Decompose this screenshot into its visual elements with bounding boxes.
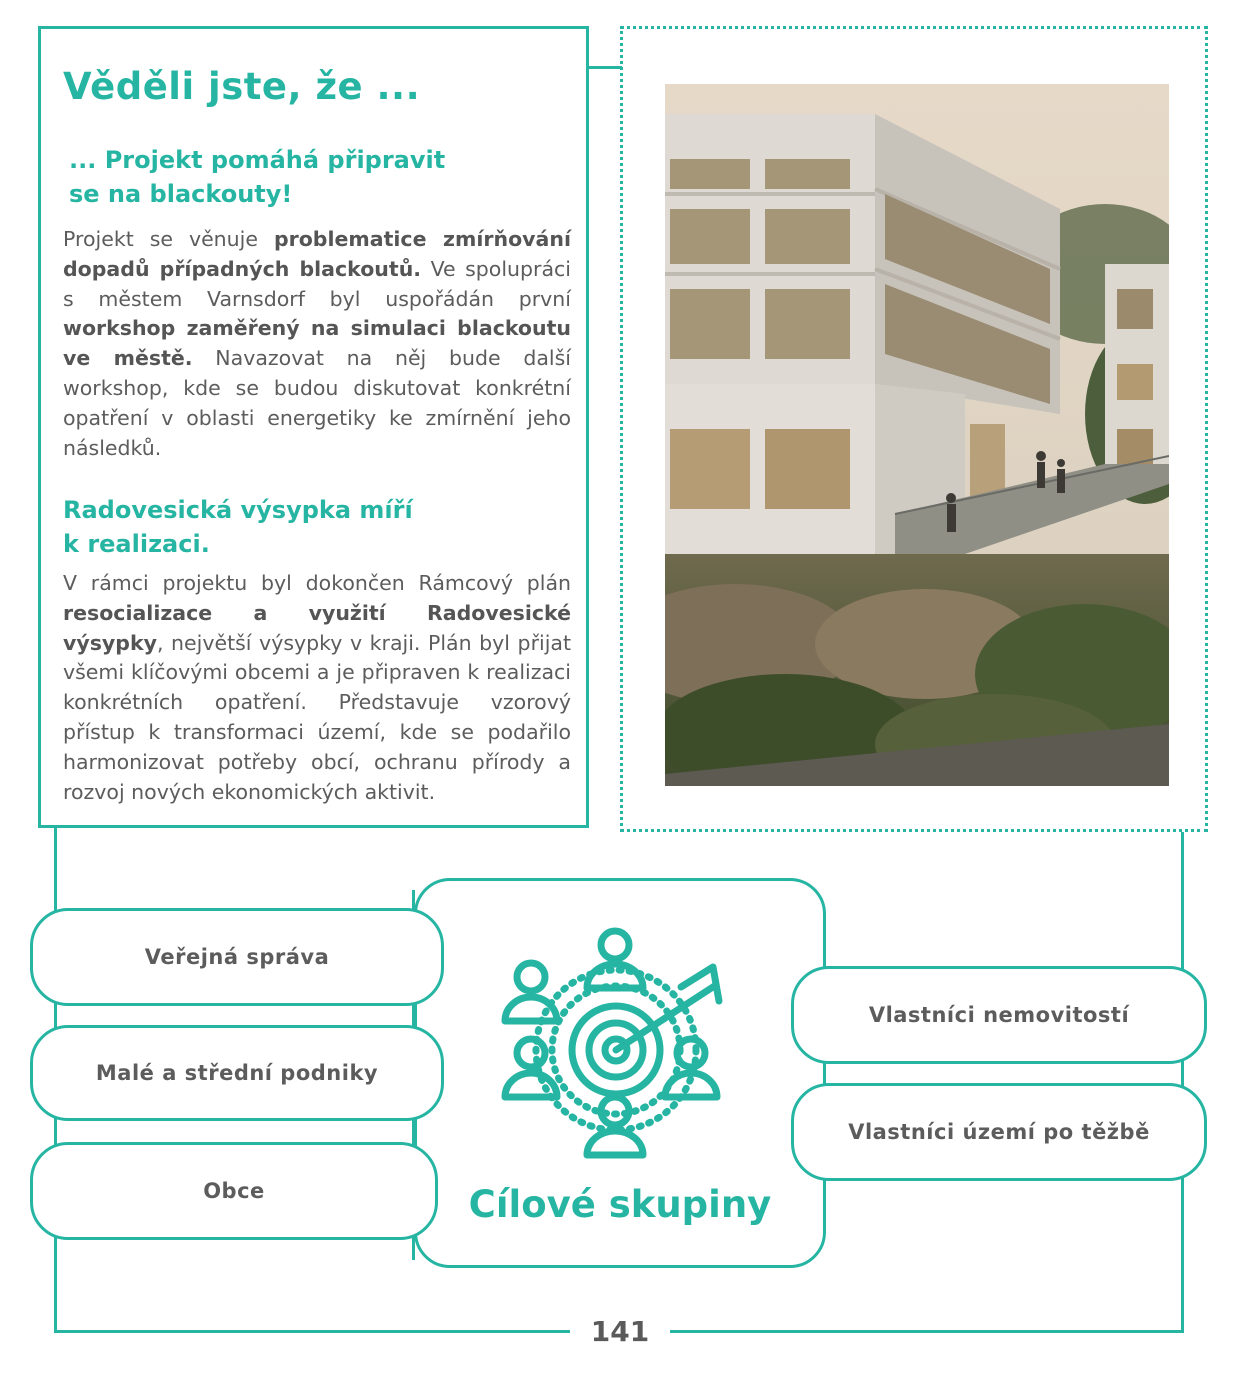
target-groups-title: Cílové skupiny: [468, 1183, 772, 1226]
info.section1-run: Projekt se věnuje: [63, 227, 274, 251]
info.section1-run: problematice zmírňování dopadů případných blackoutů.: [63, 227, 571, 281]
section2-heading: [63, 493, 543, 561]
group-label: Veřejná správa: [144, 945, 330, 969]
page-number: 141: [570, 1310, 670, 1354]
section1-heading-line1: ... Projekt pomáhá připravit: [69, 146, 446, 174]
connector-line: [589, 66, 622, 69]
info.section1-run: Navazovat na něj bude další workshop, kde se budou diskutovat konkrétní opatření v oblasti energetiky ke zmírnění jeho následků.: [63, 346, 571, 460]
image-frame: [620, 26, 1208, 832]
info.section2-run: resocializace a využití Radovesické výsypky: [63, 600, 571, 655]
group-property-owners: [791, 966, 1207, 1064]
group-public-administration: [30, 908, 444, 1006]
group-label: Obce: [203, 1179, 265, 1203]
section2-text: [63, 569, 571, 807]
info.section2-run: , největší výsypky v kraji. Plán byl přijat všemi klíčovými obcemi a je připraven k realizaci konkrétních opatření. Představuje vzorový přístup k transformaci území, kde se podařilo harmonizovat potřeby obcí, ochranu přírody a rozvoj nových ekonomických aktivit.: [63, 630, 571, 804]
info.section1-run: Ve spolupráci s městem Varnsdorf byl uspořádán první: [63, 256, 571, 311]
group-post-mining-land-owners: [791, 1083, 1207, 1181]
info.section2-run: V rámci projektu byl dokončen Rámcový plán: [63, 571, 571, 595]
target-groups-panel: [414, 878, 826, 1268]
box-title: Věděli jste, že ...: [63, 65, 421, 108]
building-rendering-image: [665, 84, 1169, 786]
info.section1-run: workshop zaměřený na simulaci blackoutu ve městě.: [63, 316, 571, 371]
target-audience-icon: [501, 923, 741, 1168]
section1-heading: [69, 143, 549, 211]
group-label: Vlastníci nemovitostí: [868, 1003, 1130, 1027]
section1-heading-line2: se na blackouty!: [69, 180, 293, 208]
section2-heading-line2: k realizaci.: [63, 530, 210, 558]
group-municipalities: [30, 1142, 438, 1240]
section2-heading-line1: Radovesická výsypka míří: [63, 496, 413, 524]
group-small-medium-businesses: [30, 1025, 444, 1121]
group-label: Vlastníci území po těžbě: [848, 1120, 1150, 1144]
frame-line-right: [1181, 832, 1184, 1333]
did-you-know-box: [38, 26, 589, 828]
group-label: Malé a střední podniky: [95, 1061, 379, 1085]
section1-text: [63, 225, 571, 463]
